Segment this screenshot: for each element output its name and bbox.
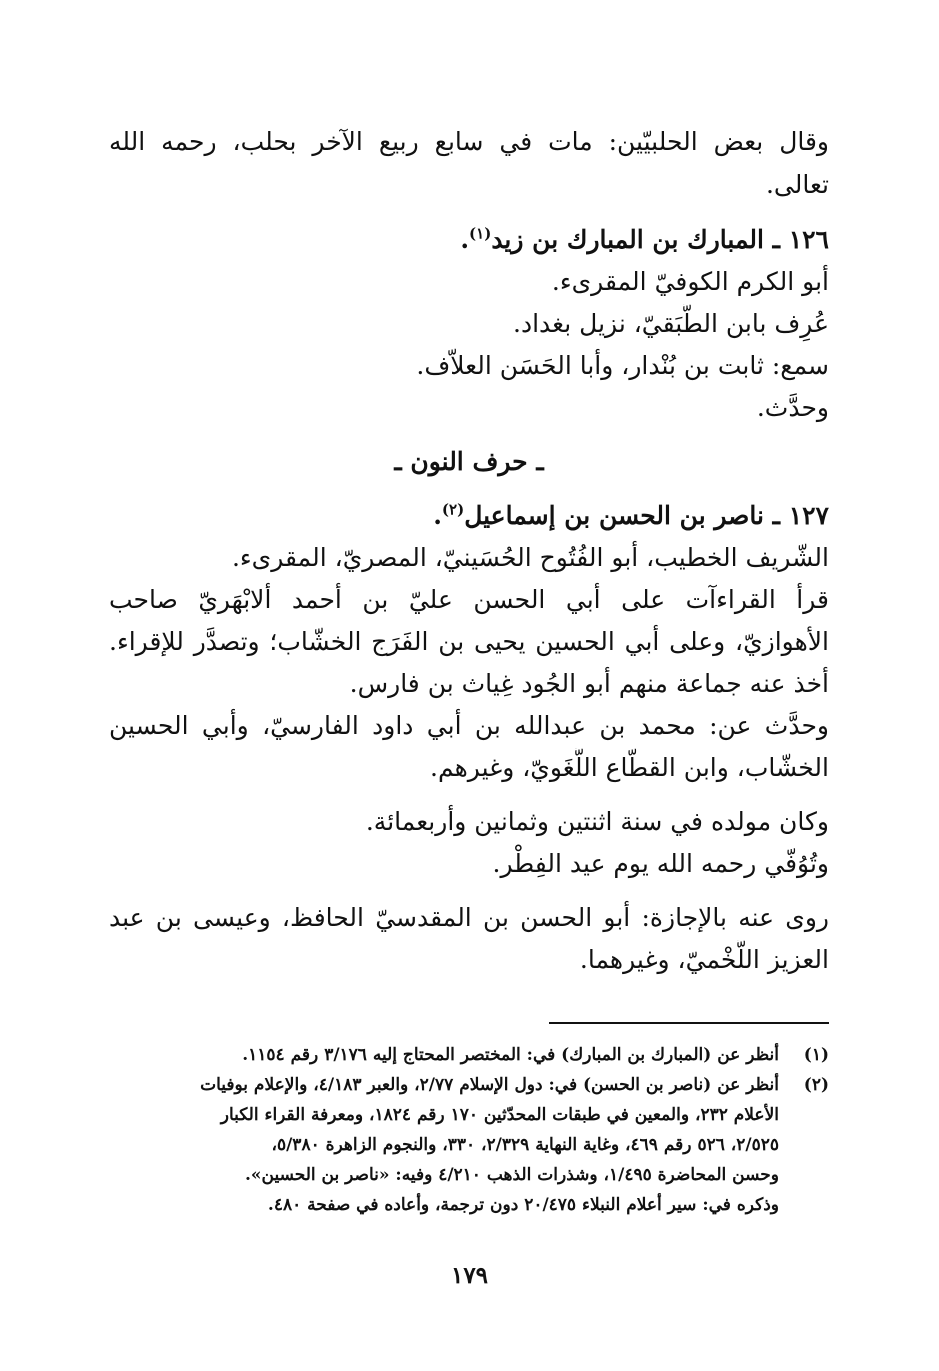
text-line: وتُوُفّي رحمه الله يوم عيد الفِطْر. — [492, 849, 829, 878]
text-line: الشّريف الخطيب، أبو الفُتُوح الحُسَينيّ، المصريّ، المقرىء. — [231, 543, 829, 572]
text-line: أبو الكرم الكوفيّ المقرىء. — [551, 267, 829, 296]
text-line: الأهوازيّ، وعلى أبي الحسين يحيى بن الفَرَج الخشّاب؛ وتصدَّر للإقراء. — [109, 627, 829, 656]
text-line: عُرِف بابن الطَّبَقيّ، نزيل بغداد. — [513, 309, 829, 338]
footnote-continuation: وذكره في: سير أعلام النبلاء ٢٠/٤٧٥ دون ترجمة، وأعاده في صفحة ٤٨٠. — [267, 1195, 779, 1215]
text-line: الخشّاب، وابن القطّاع اللُّغَويّ، وغيرهم. — [430, 753, 829, 782]
footnote: (٢)أنظر عن (ناصر بن الحسن) في: دول الإسلام ٢/٧٧، والعبر ٤/١٨٣، والإعلام بوفيات — [200, 1075, 829, 1095]
text-line: أخذ عنه جماعة منهم أبو الجُود غِياث بن فارس. — [349, 669, 829, 698]
footnote: (١)أنظر عن (المبارك بن المبارك) في: المختصر المحتاج إليه ٣/١٧٦ رقم ١١٥٤. — [242, 1045, 829, 1065]
text-line: العزيز اللَّخْميّ، وغيرهما. — [579, 945, 829, 974]
text-line: سمع: ثابت بن بُنْدار، وأبا الحَسَن العلاّف. — [416, 351, 829, 380]
section-heading: ـ حرف النون ـ — [394, 447, 544, 476]
page-number: ١٧٩ — [450, 1262, 489, 1289]
text-line: وكان مولده في سنة اثنتين وثمانين وأربعمائة. — [365, 807, 829, 836]
text-line: قرأ القراءآت على أبي الحسن عليّ بن أحمد ألابْهَريّ صاحب — [109, 585, 829, 614]
text-line: وحدَّث عن: محمد بن عبدالله بن أبي داود الفارسيّ، وأبي الحسين — [109, 711, 829, 740]
footnote-divider — [549, 1022, 829, 1024]
text-line: روى عنه بالإجازة: أبو الحسن بن المقدسيّ الحافظ، وعيسى بن عبد — [109, 903, 829, 932]
text-line: وقال بعض الحلبيّين: مات في سابع ربيع الآخر بحلب، رحمه الله — [109, 127, 829, 156]
entry-heading: ١٢٦ ـ المبارك بن المبارك بن زيد$^{(١)}$. — [460, 224, 829, 254]
text-line: تعالى. — [765, 170, 829, 199]
entry-heading: ١٢٧ ـ ناصر بن الحسن بن إسماعيل$^{(٢)}$. — [433, 500, 829, 530]
footnote-continuation: وحسن المحاضرة ١/٤٩٥، وشذرات الذهب ٤/٢١٠ وفيه: «ناصر بن الحسين». — [244, 1165, 779, 1185]
text-line: وحدَّث. — [756, 393, 829, 422]
footnote-continuation: الأعلام ٢٣٢، والمعين في طبقات المحدّثين ١٧٠ رقم ١٨٢٤، ومعرفة القراء الكبار — [220, 1105, 779, 1125]
footnote-continuation: ٢/٥٢٥، ٥٢٦ رقم ٤٦٩، وغاية النهاية ٢/٣٢٩، ٣٣٠، والنجوم الزاهرة ٥/٣٨٠، — [271, 1135, 779, 1155]
